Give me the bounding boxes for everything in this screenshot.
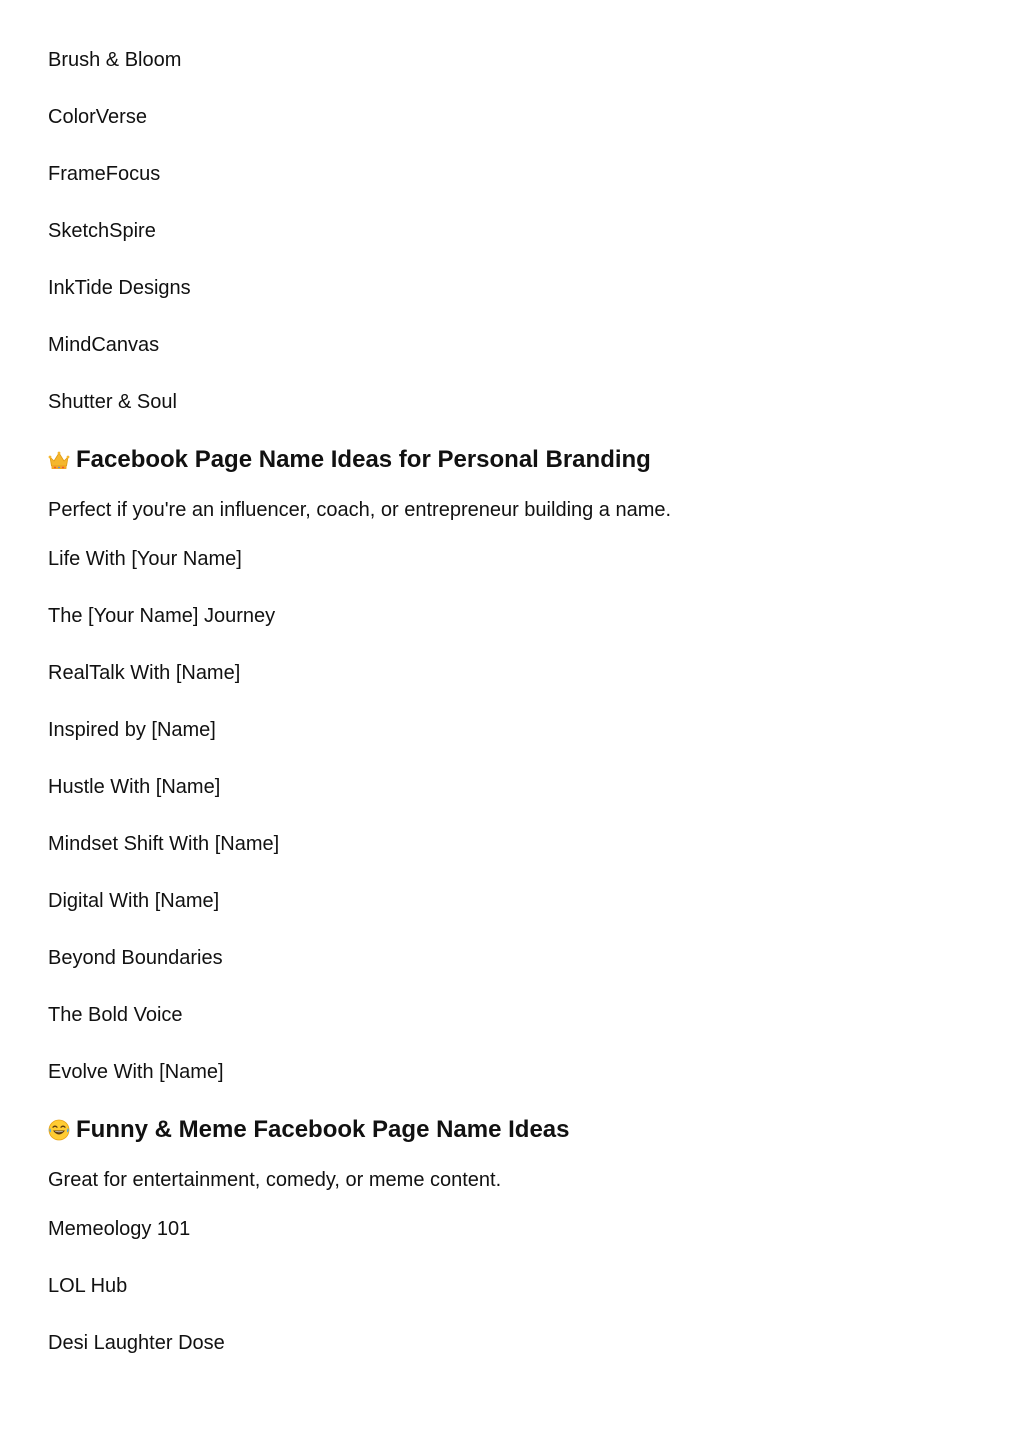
list-item: InkTide Designs [48,277,191,299]
list-item: Shutter & Soul [48,391,177,413]
list-item: Life With [Your Name] [48,548,242,570]
list-item: Evolve With [Name] [48,1061,224,1083]
list-item: Digital With [Name] [48,890,220,912]
list-item: The Bold Voice [48,1004,183,1026]
list-item: The [Your Name] Journey [48,605,276,627]
list-item: Inspired by [Name] [48,719,216,741]
section-heading-funny-meme [48,1115,570,1145]
list-item: LOL Hub [48,1275,128,1297]
list-item: Mindset Shift With [Name] [48,833,280,855]
list-item: Memeology 101 [48,1218,191,1240]
list-item: FrameFocus [48,163,161,185]
personal-branding-names-list [48,547,279,1117]
section-heading-text: Funny & Meme Facebook Page Name Ideas [76,1116,570,1143]
list-item: Beyond Boundaries [48,947,223,969]
section-intro: Great for entertainment, comedy, or meme content. [48,1169,502,1191]
section-heading-text: Facebook Page Name Ideas for Personal Branding [76,446,651,473]
list-item: Desi Laughter Dose [48,1332,225,1354]
funny-meme-names-list [48,1217,225,1388]
laughing-tears-icon [48,1119,70,1141]
list-item: MindCanvas [48,334,160,356]
list-item: Hustle With [Name] [48,776,221,798]
list-item: ColorVerse [48,106,147,128]
list-item: RealTalk With [Name] [48,662,241,684]
art-names-list [48,48,191,447]
crown-icon [48,449,70,471]
section-heading-personal-branding [48,445,651,475]
list-item: SketchSpire [48,220,156,242]
list-item: Brush & Bloom [48,49,182,71]
section-intro: Perfect if you're an influencer, coach, or entrepreneur building a name. [48,499,672,521]
